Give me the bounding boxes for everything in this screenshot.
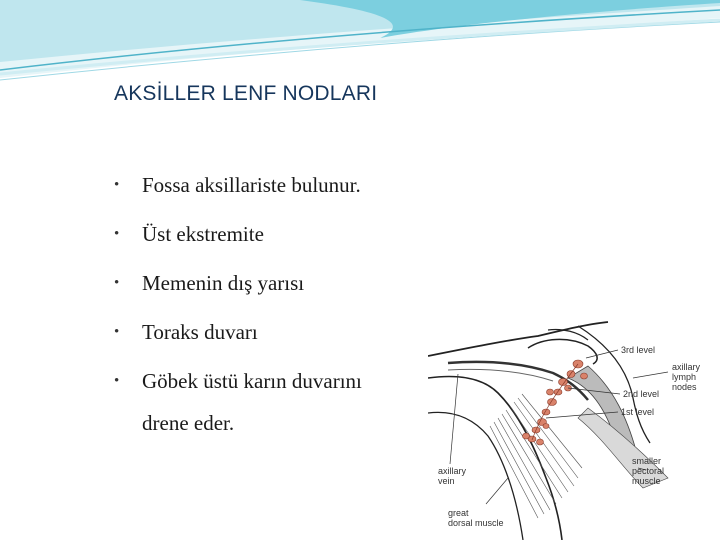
bullet-dot-icon: • [114, 373, 120, 389]
bullet-text: Toraks duvarı [142, 320, 258, 344]
label-dorsal-line: great [448, 508, 469, 518]
bullet-continuation: drene eder. [142, 411, 235, 435]
label-first-level: 1st level [621, 407, 655, 417]
label-muscle-line: muscle [632, 476, 661, 486]
label-third-level: 3rd level [621, 345, 656, 355]
bullet-item [112, 170, 532, 219]
bullet-dot-icon: • [114, 226, 120, 242]
bullet-text: Memenin dış yarısı [142, 271, 305, 295]
label-axillary-lymph-nodes [672, 362, 700, 392]
bullet-dot-icon: • [114, 275, 120, 291]
bullet-dot-icon: • [114, 177, 120, 193]
bullet-item [112, 219, 532, 268]
label-muscle-line: pectoral [632, 466, 665, 476]
label-vein-line: vein [438, 476, 455, 486]
label-dorsal-line: dorsal muscle [448, 518, 504, 528]
bullet-dot-icon: • [114, 324, 120, 340]
label-second-level: 2nd level [623, 389, 660, 399]
label-muscle-line: smaller [632, 456, 662, 466]
label-nodes-line: lymph [672, 372, 697, 382]
axillary-lymph-node-illustration [428, 318, 720, 540]
label-nodes-line: axillary [672, 362, 701, 372]
bullet-item [112, 268, 532, 317]
label-vein-line: axillary [438, 466, 467, 476]
bullet-text: Üst ekstremite [142, 222, 264, 246]
header-wave-decoration [0, 0, 720, 90]
bullet-text: Fossa aksillariste bulunur. [142, 173, 361, 197]
label-smaller-pectoral-muscle [632, 456, 664, 486]
label-nodes-line: nodes [672, 382, 697, 392]
label-axillary-vein [438, 466, 466, 486]
slide-title: AKSİLLER LENF NODLARI [114, 82, 378, 105]
anatomy-drawing [428, 318, 720, 540]
bullet-text: Göbek üstü karın duvarını [142, 369, 362, 393]
label-great-dorsal-muscle [448, 508, 504, 528]
